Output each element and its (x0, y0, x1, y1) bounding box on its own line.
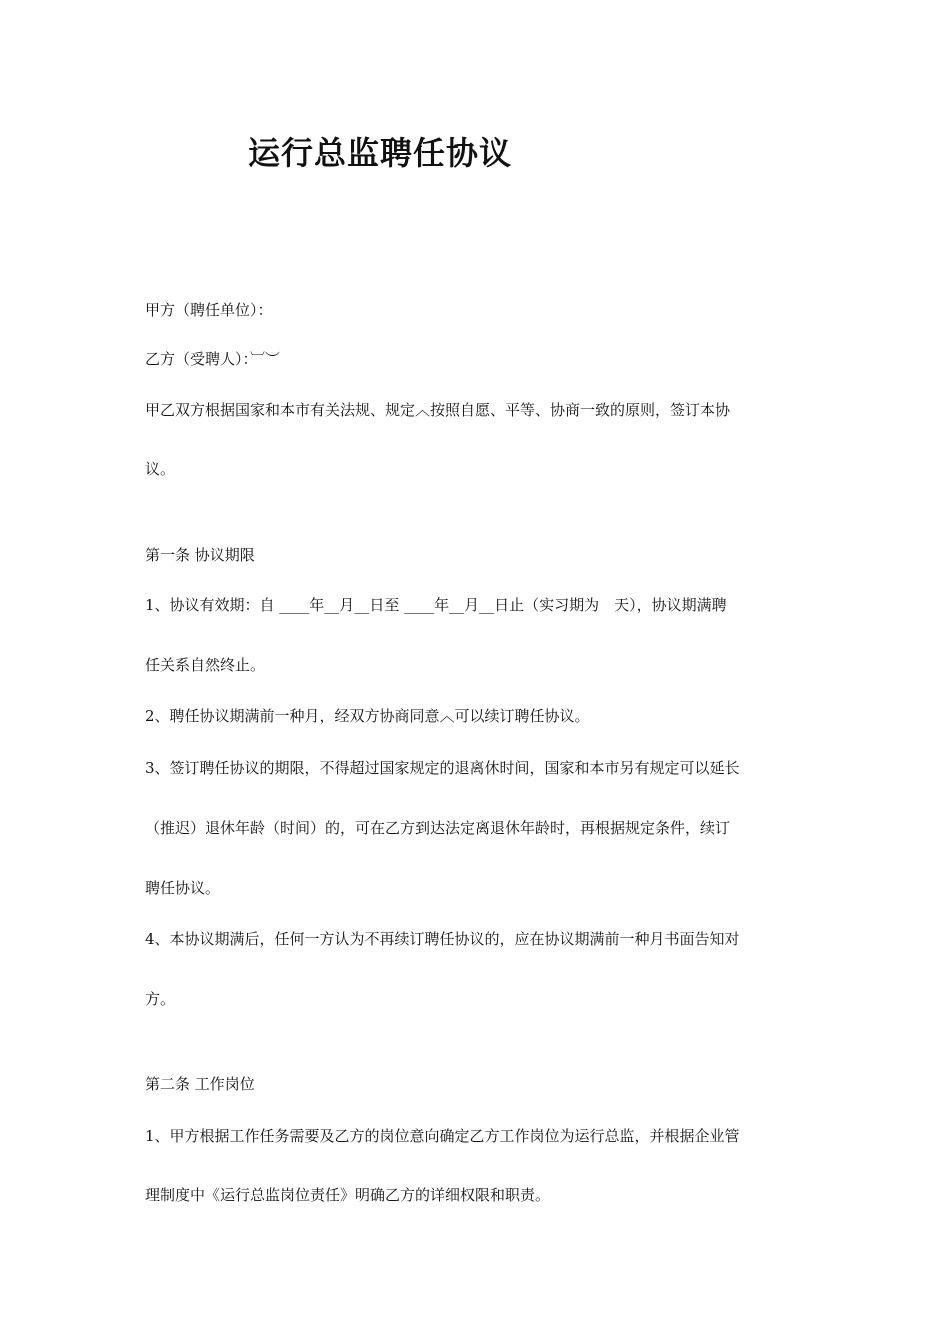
clause-1-1-line-1: 1、协议有效期：自 ____年__月__日至 ____年__月__日止（实习期为 天），协议期满聘 (145, 596, 727, 614)
clause-1-3-line-2: （推迟）退休年龄（时间）的，可在乙方到达法定离退休年龄时，再根据规定条件，续订 (145, 819, 731, 837)
clause-2-1-line-1: 1、甲方根据工作任务需要及乙方的岗位意向确定乙方工作岗位为运行总监，并根据企业管 (145, 1127, 740, 1145)
clause-1-2-line: 2、聘任协议期满前一种月，经双方协商同意︿可以续订聘任协议。 (145, 707, 590, 725)
clause-1-4-line-1: 4、本协议期满后，任何一方认为不再续订聘任协议的，应在协议期满前一种月书面告知对 (145, 930, 740, 948)
preamble-line-2: 议。 (145, 460, 176, 478)
article-2-heading: 第二条 工作岗位 (145, 1075, 255, 1093)
clause-1-3-line-1: 3、签订聘任协议的期限，不得超过国家规定的退离休时间，国家和本市另有规定可以延长 (145, 759, 740, 777)
clause-1-4-line-2: 方。 (145, 990, 176, 1008)
party-b-line: 乙方（受聘人）：︺︶ (145, 350, 281, 368)
clause-2-1-line-2: 理制度中《运行总监岗位责任》明确乙方的详细权限和职责。 (145, 1186, 551, 1204)
document-title: 运行总监聘任协议 (248, 134, 513, 172)
clause-1-3-line-3: 聘任协议。 (145, 879, 221, 897)
party-a-line: 甲方（聘任单位）： (145, 301, 273, 319)
clause-1-1-line-2: 任关系自然终止。 (145, 656, 266, 674)
article-1-heading: 第一条 协议期限 (145, 546, 255, 564)
preamble-line-1: 甲乙双方根据国家和本市有关法规、规定︿按照自愿、平等、协商一致的原则，签订本协 (145, 401, 731, 419)
